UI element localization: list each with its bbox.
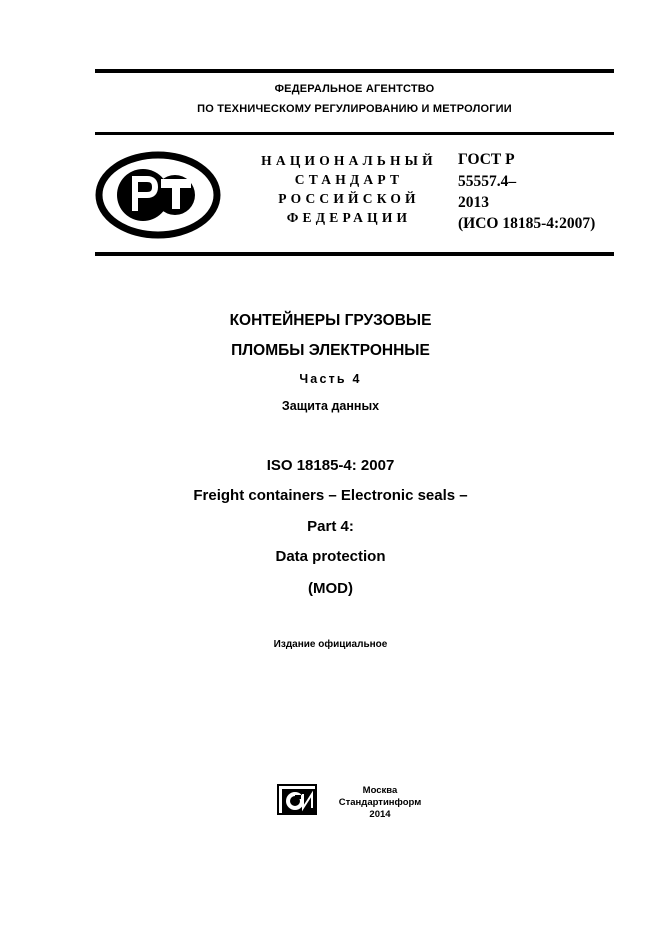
top-rule (95, 69, 614, 73)
title-ru-line-2: ПЛОМБЫ ЭЛЕКТРОННЫЕ (231, 342, 430, 359)
gost-line-1: ГОСТ Р (458, 151, 515, 168)
agency-line-2: ПО ТЕХНИЧЕСКОМУ РЕГУЛИРОВАНИЮ И МЕТРОЛОГИИ (197, 103, 512, 115)
national-standard-line-3: РОССИЙСКОЙ (278, 191, 420, 206)
agency-divider (95, 132, 614, 135)
national-standard-line-2: СТАНДАРТ (294, 172, 404, 187)
modification-label: (MOD) (308, 580, 353, 597)
title-ru-subtitle: Защита данных (281, 399, 380, 413)
publisher-name: Стандартинформ (338, 797, 422, 808)
title-en-line-1: Freight containers – Electronic seals – (193, 487, 468, 504)
standard-block-divider (95, 252, 614, 256)
title-en-subtitle: Data protection (275, 548, 386, 565)
agency-line-1: ФЕДЕРАЛЬНОЕ АГЕНТСТВО (274, 83, 435, 95)
title-en-part: Part 4: (307, 518, 354, 535)
gost-line-2: 55557.4– (458, 173, 517, 190)
standartinform-logo-icon (277, 784, 319, 816)
national-standard-line-1: НАЦИОНАЛЬНЫЙ (261, 153, 437, 168)
title-ru-part: Часть 4 (299, 372, 362, 386)
title-ru-line-1: КОНТЕЙНЕРЫ ГРУЗОВЫЕ (229, 312, 432, 329)
gost-line-4: (ИСО 18185-4:2007) (458, 215, 596, 232)
publisher-city: Москва (362, 785, 398, 796)
iso-code: ISO 18185-4: 2007 (266, 457, 395, 474)
edition-label: Издание официальное (273, 639, 388, 650)
rst-certification-mark-icon (95, 151, 221, 239)
gost-line-3: 2013 (458, 194, 489, 211)
publisher-year: 2014 (369, 809, 391, 820)
national-standard-line-4: ФЕДЕРАЦИИ (286, 210, 412, 225)
